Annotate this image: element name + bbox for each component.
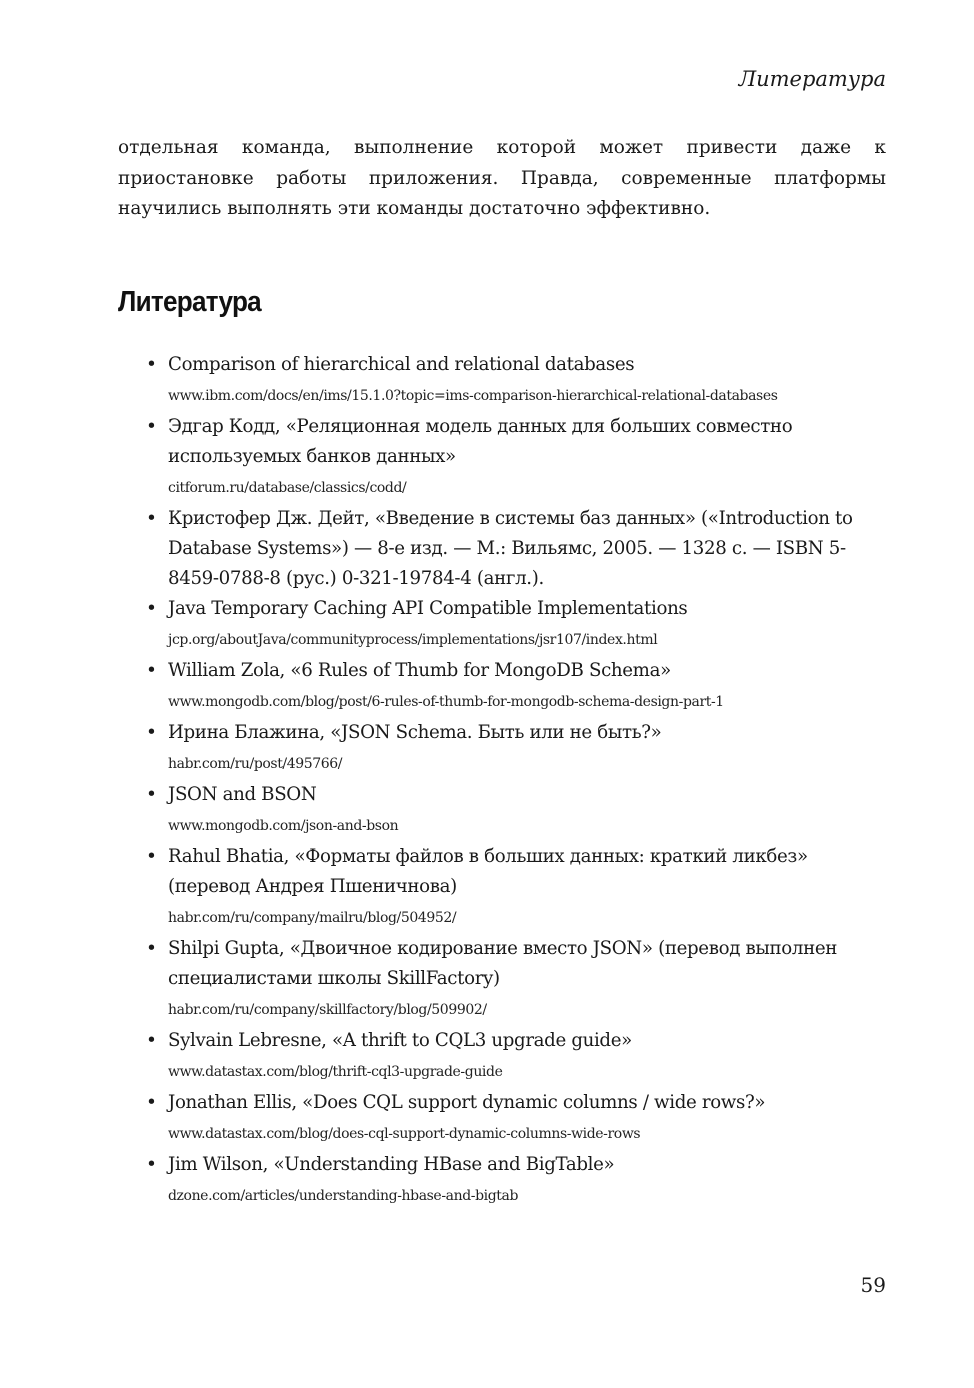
- reference-title: Кристофер Дж. Дейт, «Введение в системы баз данных» («Introduction to Database Systems») — 8-е изд. — М.: Вильямс, 2005. — 1328 с. — ISBN 5-8459-0788-8 (рус.) 0-321-19784-4 (англ.).: [168, 508, 853, 589]
- bullet-icon: •: [146, 508, 157, 529]
- bullet-icon: •: [146, 722, 157, 743]
- intro-paragraph: отдельная команда, выполнение которой может привести даже к приостановке работы приложения. Правда, современные платформы научились выполнять эти команды достаточно эффективно.: [118, 137, 886, 219]
- reference-item: [118, 934, 886, 1026]
- bullet-icon: •: [146, 846, 157, 867]
- reference-item: [118, 412, 886, 504]
- reference-link[interactable]: habr.com/ru/company/mailru/blog/504952/: [168, 910, 457, 926]
- reference-link[interactable]: habr.com/ru/company/skillfactory/blog/509902/: [168, 1002, 487, 1018]
- bullet-icon: •: [146, 784, 157, 805]
- reference-item: [118, 1026, 886, 1088]
- reference-link[interactable]: jcp.org/aboutJava/communityprocess/implementations/jsr107/index.html: [168, 632, 658, 648]
- page-number: 59: [860, 1273, 886, 1297]
- reference-item: [118, 842, 886, 934]
- bullet-icon: •: [146, 416, 157, 437]
- reference-link[interactable]: habr.com/ru/post/495766/: [168, 756, 343, 772]
- reference-link[interactable]: www.datastax.com/blog/does-cql-support-dynamic-columns-wide-rows: [168, 1126, 641, 1142]
- running-header: Литература: [738, 67, 886, 91]
- reference-title: William Zola, «6 Rules of Thumb for MongoDB Schema»: [168, 660, 671, 681]
- reference-item: [118, 718, 886, 780]
- reference-title: Jonathan Ellis, «Does CQL support dynamic columns / wide rows?»: [168, 1092, 766, 1113]
- reference-link[interactable]: www.datastax.com/blog/thrift-cql3-upgrade-guide: [168, 1064, 503, 1080]
- reference-title: Comparison of hierarchical and relational databases: [168, 354, 635, 375]
- reference-link[interactable]: www.mongodb.com/json-and-bson: [168, 818, 399, 834]
- reference-item: [118, 504, 886, 594]
- bullet-icon: •: [146, 354, 157, 375]
- reference-title: Java Temporary Caching API Compatible Implementations: [168, 598, 688, 619]
- reference-item: [118, 350, 886, 412]
- reference-item: [118, 1088, 886, 1150]
- reference-title: JSON and BSON: [168, 784, 317, 805]
- reference-link[interactable]: www.ibm.com/docs/en/ims/15.1.0?topic=ims-comparison-hierarchical-relational-databases: [168, 388, 778, 404]
- bullet-icon: •: [146, 660, 157, 681]
- reference-title: Shilpi Gupta, «Двоичное кодирование вместо JSON» (перевод выполнен специалистами школы SkillFactory): [168, 938, 838, 989]
- reference-list: [118, 350, 886, 1212]
- bullet-icon: •: [146, 1092, 157, 1113]
- reference-item: [118, 1150, 886, 1212]
- reference-title: Sylvain Lebresne, «A thrift to CQL3 upgrade guide»: [168, 1030, 632, 1051]
- reference-item: [118, 780, 886, 842]
- reference-title: Эдгар Кодд, «Реляционная модель данных для больших совместно используемых банков данных»: [168, 416, 793, 467]
- reference-item: [118, 656, 886, 718]
- bullet-icon: •: [146, 598, 157, 619]
- reference-title: Jim Wilson, «Understanding HBase and BigTable»: [168, 1154, 615, 1175]
- reference-link[interactable]: dzone.com/articles/understanding-hbase-and-bigtab: [168, 1188, 519, 1204]
- reference-title: Rahul Bhatia, «Форматы файлов в больших данных: краткий ликбез» (перевод Андрея Пшеничнова): [168, 846, 808, 897]
- bullet-icon: •: [146, 1030, 157, 1051]
- reference-link[interactable]: citforum.ru/database/classics/codd/: [168, 480, 407, 496]
- reference-title: Ирина Блажина, «JSON Schema. Быть или не быть?»: [168, 722, 662, 743]
- reference-item: [118, 594, 886, 656]
- section-title: Литература: [118, 286, 261, 318]
- bullet-icon: •: [146, 1154, 157, 1175]
- reference-link[interactable]: www.mongodb.com/blog/post/6-rules-of-thumb-for-mongodb-schema-design-part-1: [168, 694, 724, 710]
- bullet-icon: •: [146, 938, 157, 959]
